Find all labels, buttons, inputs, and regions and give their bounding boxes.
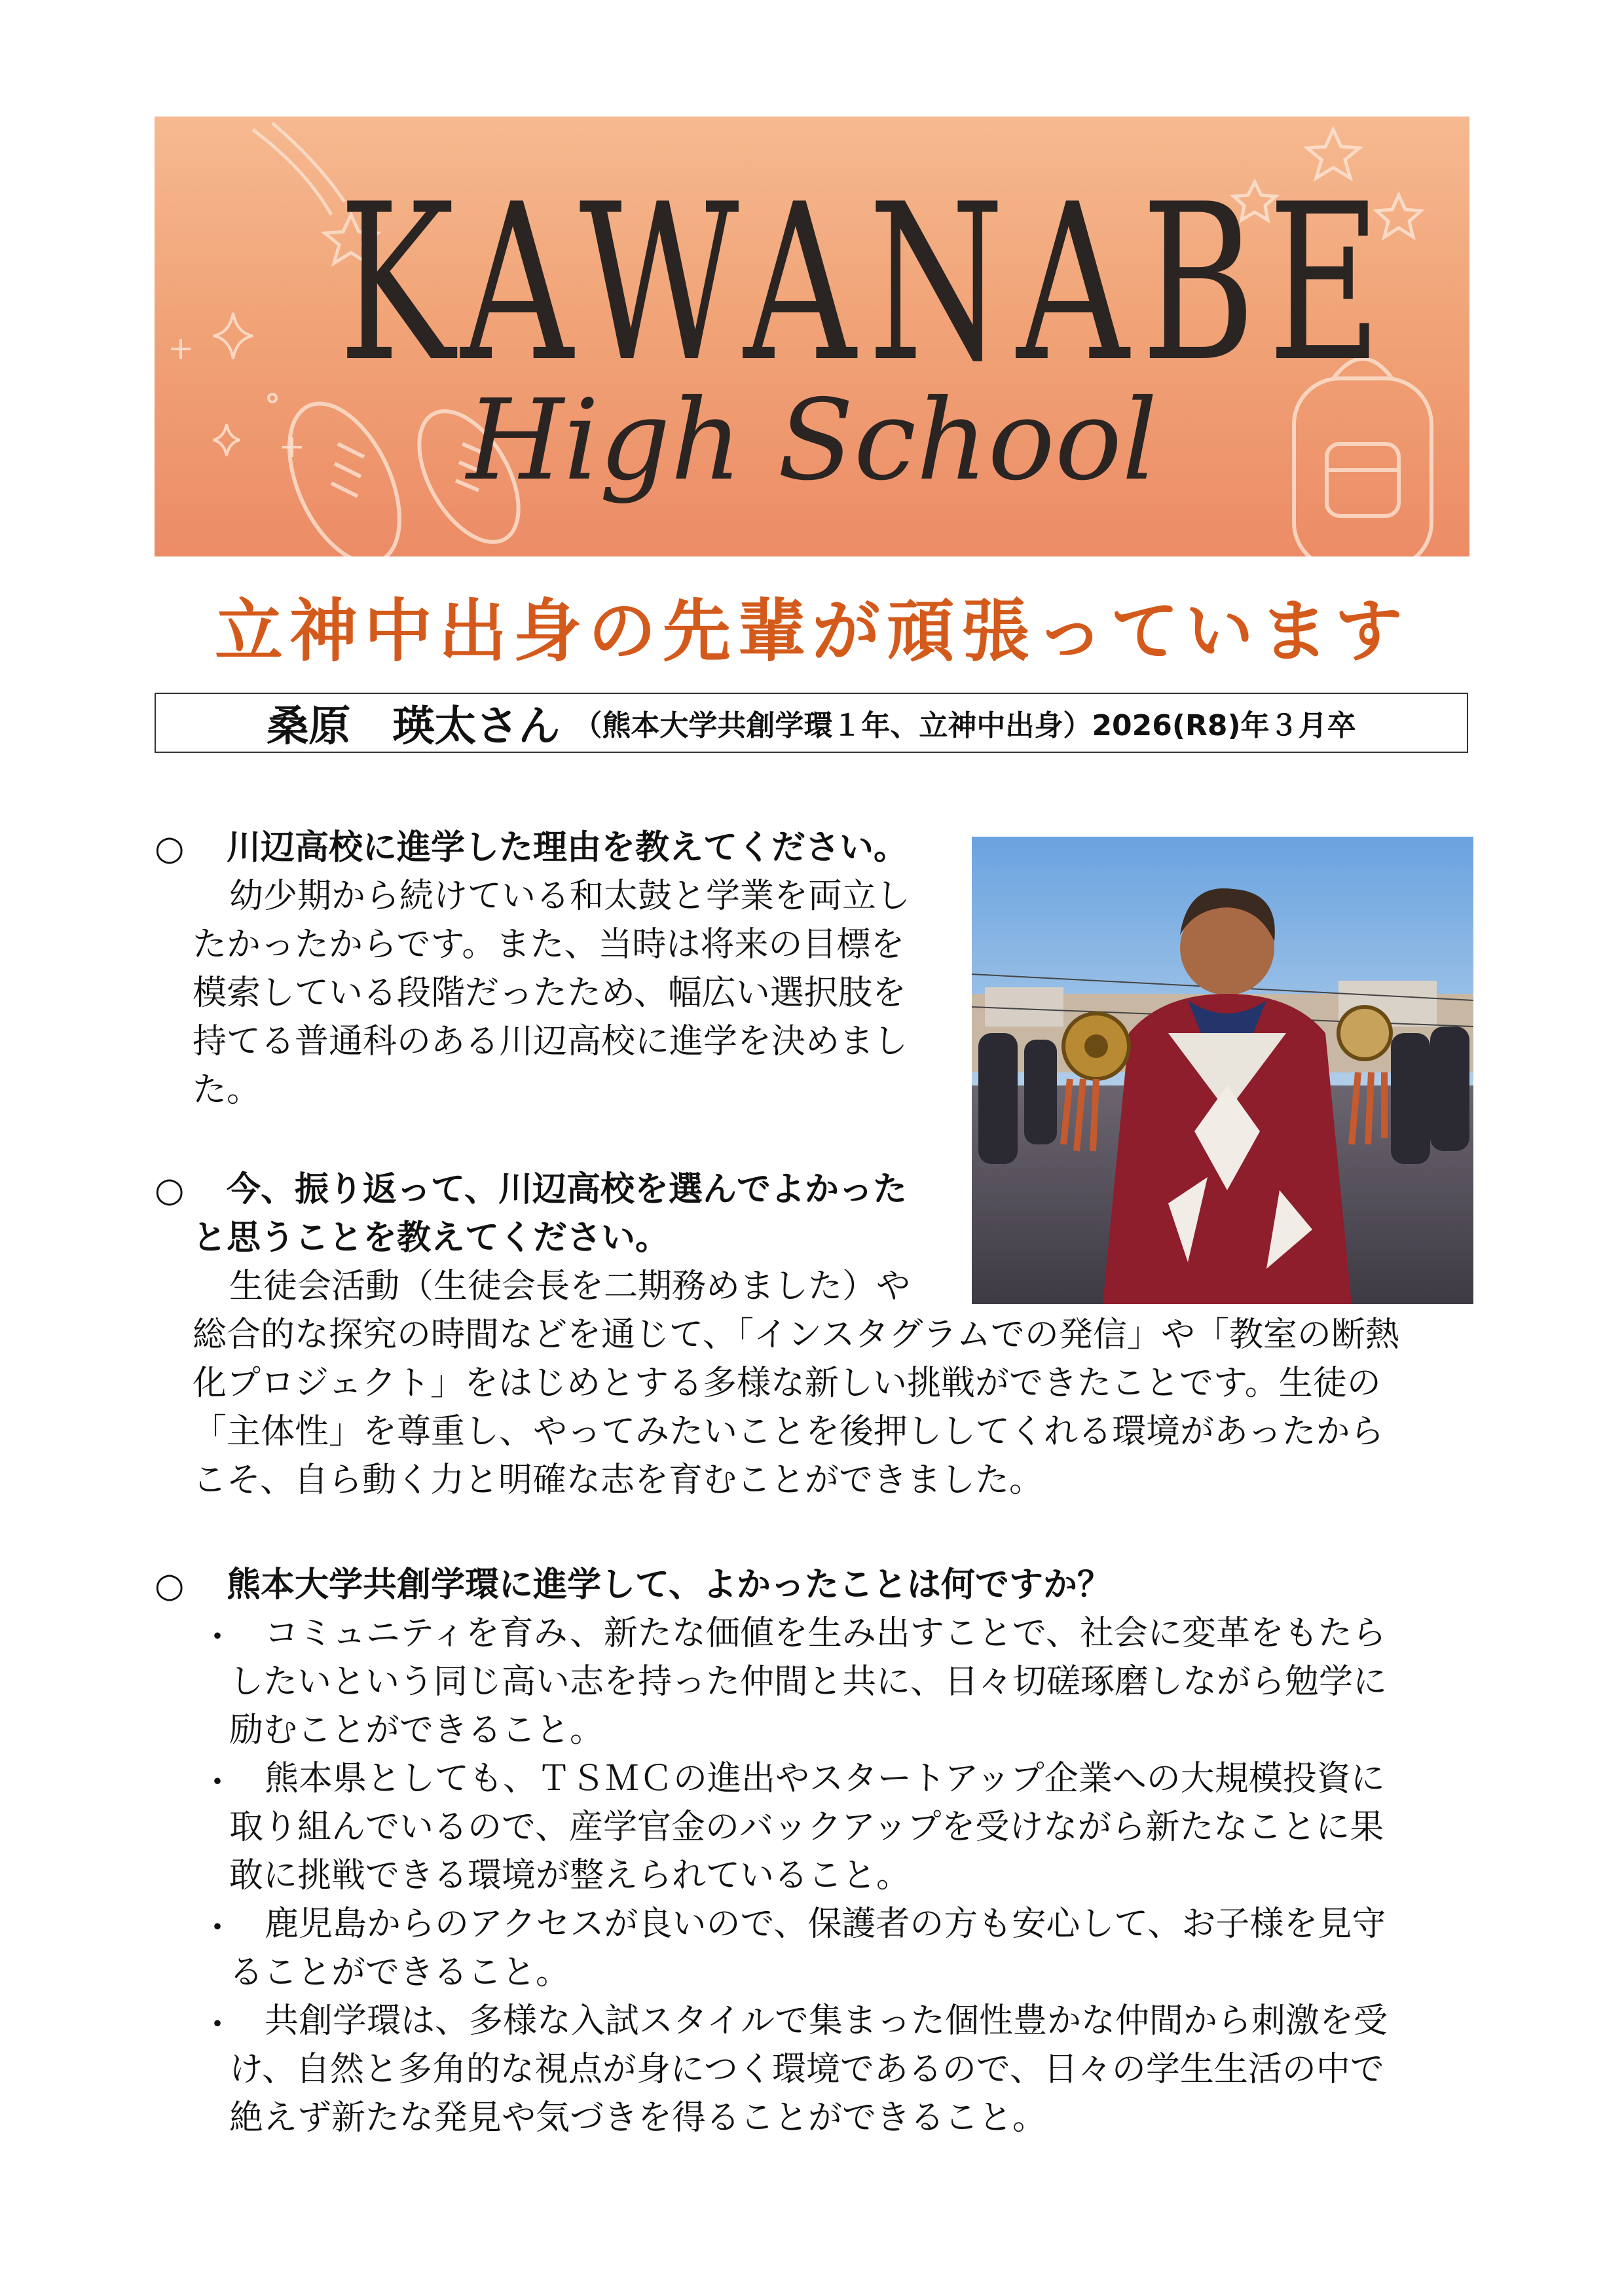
bullet-3-line-1: 鹿児島からのアクセスが良いので、保護者の方も安心して、お子様を見守 [265,1904,1386,1944]
banner-subtitle: High School [466,376,1158,505]
student-name: 桑原 瑛太さん [267,702,561,751]
page-headline: 立神中出身の先輩が頑張っています [214,591,1409,671]
school-banner [155,117,1469,556]
answer-2-line-1: 生徒会活動（生徒会長を二期務めました）や [229,1267,911,1306]
student-festival-photo [972,837,1473,1304]
answer-1-line-2: たかったからです。また、当時は将来の目標を [193,925,905,964]
bullet-1-line-3: 励むことができること。 [229,1711,604,1750]
answer-2-line-5: こそ、自ら動く力と明確な志を育むことができました。 [193,1461,1043,1500]
banner-title: KAWANABE [339,158,1394,409]
bullet-2-line-1: 熊本県としても、ＴＳＭＣの進出やスタートアップ企業への大規模投資に [265,1759,1385,1798]
answer-1-line-3: 模索している段階だったため、幅広い選択肢を [193,974,906,1013]
bullet-4-line-1: 共創学環は、多様な入試スタイルで集まった個性豊かな仲間から刺激を受 [265,2001,1388,2041]
question-marker: ○ [155,829,185,868]
question-marker: ○ [155,1171,185,1210]
answer-2-line-3: 化プロジェクト」をはじめとする多様な新しい挑戦ができたことです。生徒の [193,1364,1381,1403]
bullet-marker: ・ [200,1618,235,1657]
answer-1-line-5: た。 [193,1070,261,1110]
answer-2-line-4: 「主体性」を尊重し、やってみたいことを後押ししてくれる環境があったから [193,1412,1384,1451]
answer-2-line-2: 総合的な探究の時間などを通じて、「インスタグラムでの発信」や「教室の断熱 [193,1315,1399,1355]
answer-1-line-1: 幼少期から続けている和太鼓と学業を両立し [229,877,911,916]
bullet-2-line-3: 敢に挑戦できる環境が整えられていること。 [229,1856,911,1895]
question-2-line-2: と思うことを教えてください。 [193,1218,670,1258]
bullet-4-line-3: 絶えず新たな発見や気づきを得ることができること。 [229,2098,1047,2138]
question-1: 川辺高校に進学した理由を教えてください。 [227,828,908,867]
question-3: 熊本大学共創学環に進学して、よかったことは何ですか？ [227,1565,1111,1605]
answer-1-line-4: 持てる普通科のある川辺高校に進学を決めまし [193,1022,908,1061]
profile-box [155,693,1468,753]
question-2-line-1: 今、振り返って、川辺高校を選んでよかった [227,1170,907,1209]
bullet-4-line-2: け、自然と多角的な視点が身につく環境であるので、日々の学生生活の中で [229,2050,1384,2089]
question-marker: ○ [155,1566,185,1605]
student-info: （熊本大学共創学環１年、立神中出身）2026(R8)年３月卒 [573,709,1356,742]
bullet-3-line-2: ることができること。 [229,1953,570,1992]
bullet-marker: ・ [200,2005,235,2045]
bullet-marker: ・ [200,1908,235,1948]
bullet-2-line-2: 取り組んでいるので、産学官金のバックアップを受けながら新たなことに果 [229,1808,1384,1847]
bullet-marker: ・ [200,1763,235,1802]
bullet-1-line-1: コミュニティを育み、新たな価値を生み出すことで、社会に変革をもたら [265,1614,1386,1653]
bullet-1-line-2: したいという同じ高い志を持った仲間と共に、日々切磋琢磨しながら勉学に [229,1662,1388,1702]
